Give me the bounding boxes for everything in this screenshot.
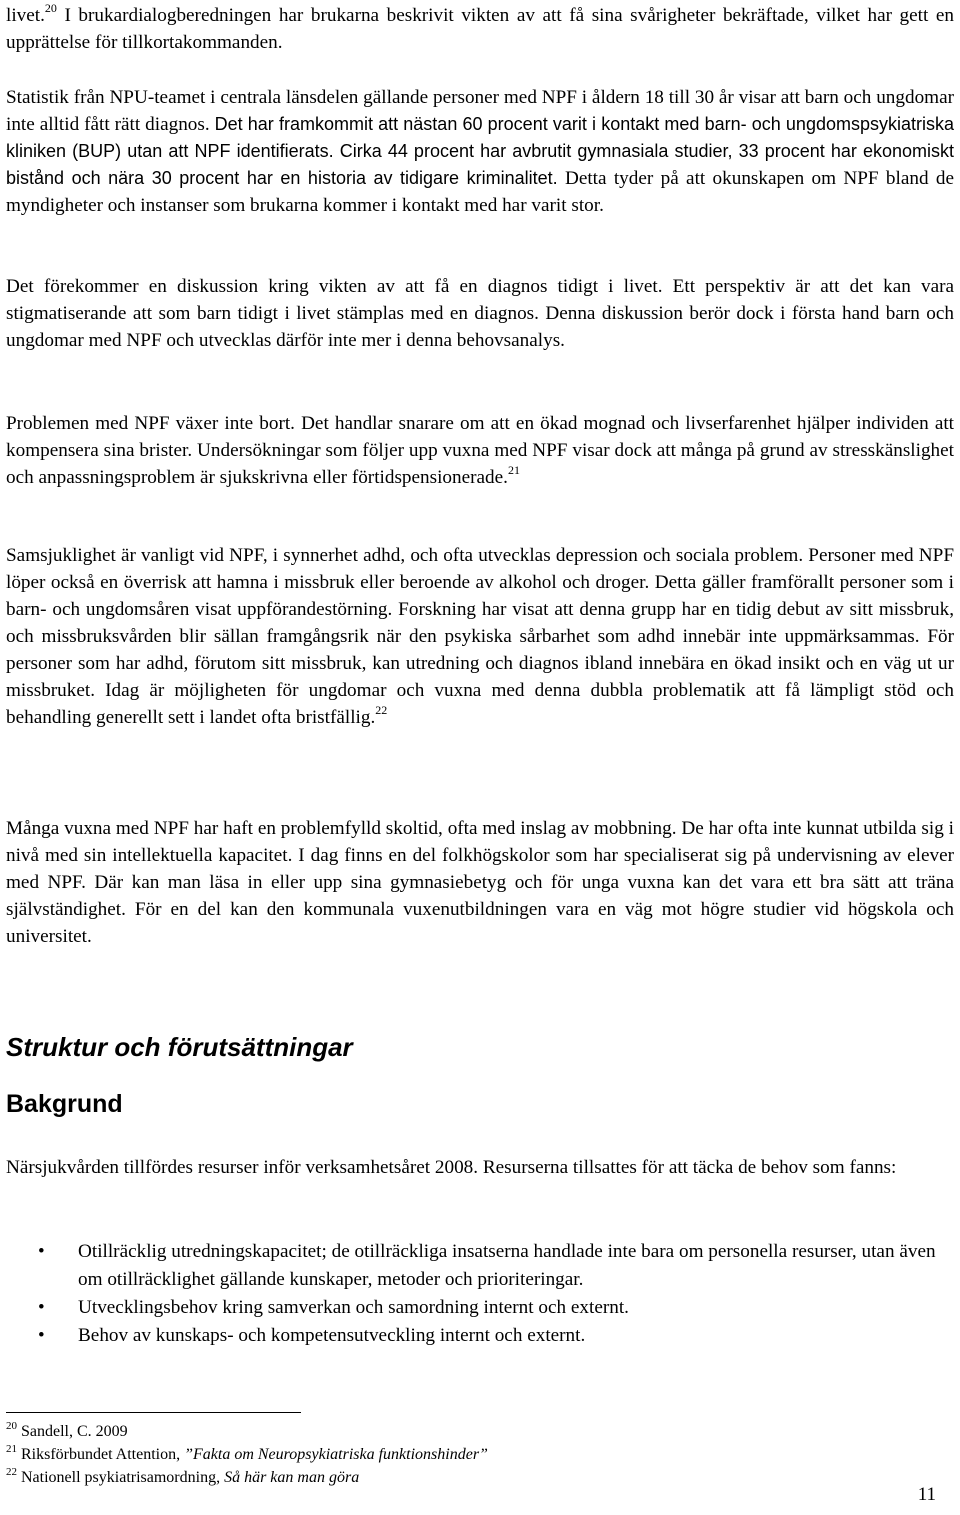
list-item-text: Utvecklingsbehov kring samverkan och samordning internt och externt. <box>78 1297 629 1318</box>
list-item <box>0 1238 956 1294</box>
paragraph-text: Detta tyder på att okunskapen om NPF bland de myndigheter och instanser som brukarna kommer i kontakt med har varit stor. <box>6 168 954 216</box>
paragraph-background: Närsjukvården tillfördes resurser inför verksamhetsåret 2008. Resurserna tillsattes för att täcka de behov som fanns: <box>6 1157 897 1178</box>
paragraph-text: Problemen med NPF växer inte bort. Det handlar snarare om att en ökad mognad och livserfarenhet hjälper individen att kompensera sina brister. Undersökningar som följer upp vuxna med NPF visar dock att många på grund av stresskänslighet och anpassningsproblem är sjukskrivna eller förtidspensionerade. <box>6 413 954 488</box>
subsection-heading: Bakgrund <box>6 1090 123 1118</box>
page-number: 11 <box>917 1484 936 1505</box>
bullet-icon: • <box>38 1241 45 1262</box>
footnote-number: 20 <box>6 1419 17 1432</box>
paragraph-text: Statistik från NPU-teamet i centrala länsdelen gällande personer med NPF i åldern 18 till 30 år visar att barn och ungdomar inte alltid fått rätt diagnos. <box>6 87 954 135</box>
footnote-number: 21 <box>6 1442 17 1455</box>
footnote-ref: 20 <box>44 0 57 15</box>
paragraph-text: I brukardialogberedningen har brukarna beskrivit vikten av att få sina svårigheter bekräftade, vilket har gett en upprättelse för tillkortakommanden. <box>6 5 954 53</box>
paragraph-text: livet. <box>6 5 45 26</box>
footnote-italic-text: Så här kan man göra <box>224 1469 360 1486</box>
paragraph-schooling: Många vuxna med NPF har haft en problemfylld skoltid, ofta med inslag av mobbning. De har ofta inte kunnat utbilda sig i nivå med sin intellektuella kapacitet. I dag finns en del folkhögskolor som har specialiserat sig på undervisning av elever med NPF. Där kan man läsa in eller upp sina gymnasiebetyg och för unga vuxna kan det vara ett bra sätt att träna självständighet. För en del kan den kommunala vuxenutbildningen vara en väg mot högre studier vid högskola och universitet. <box>6 818 954 947</box>
footnote-number: 22 <box>6 1465 17 1478</box>
paragraph-text-sans: Det har framkommit att nästan 60 procent varit i kontakt med barn- och ungdomspsykiatriska kliniken (BUP) utan att NPF identifierats. Cirka 44 procent har avbrutit gymnasiala studier, 33 procent har ekonomiskt bistånd och nära 30 procent har en historia av tidigare kriminalitet. <box>6 114 954 188</box>
paragraph-text: Samsjuklighet är vanligt vid NPF, i synnerhet adhd, och ofta utvecklas depression och sociala problem. Personer med NPF löper också en överrisk att hamna i missbruk eller beroende av alkohol och droger. Detta gäller framförallt personer som i barn- och ungdomsåren visat uppförandestörning. Forskning har visat att denna grupp har en tidig debut av sitt missbruk, och missbruksvården blir sällan framgångsrik när den psykiska sårbarhet som adhd innebär inte uppmärksammas. För personer som har adhd, förutom sitt missbruk, kan utredning och diagnos ibland innebära en ökad insikt och en väg ut ur missbruket. Idag är möjligheten för ungdomar och vuxna med denna dubbla problematik att få lämpligt stöd och behandling generellt sett i landet ofta bristfällig. <box>6 545 954 728</box>
bullet-icon: • <box>38 1325 45 1346</box>
footnote-text: Riksförbundet Attention, <box>21 1446 185 1463</box>
paragraph-statistics <box>6 84 954 219</box>
paragraph-intro <box>6 2 954 56</box>
footnote-divider <box>6 1412 301 1413</box>
list-item-text: Behov av kunskaps- och kompetensutveckling internt och externt. <box>78 1325 586 1346</box>
list-item-text: Otillräcklig utredningskapacitet; de otillräckliga insatserna handlade inte bara om personella resurser, utan även om otillräcklighet gällande kunskaper, metoder och prioriteringar. <box>78 1241 936 1290</box>
section-heading: Struktur och förutsättningar <box>6 1032 353 1062</box>
paragraph-problems <box>6 410 954 491</box>
list-item <box>0 1294 956 1322</box>
footnote <box>6 1442 488 1465</box>
footnote <box>6 1419 128 1442</box>
footnote-ref: 21 <box>507 462 520 477</box>
paragraph-comorbidity <box>6 542 954 731</box>
paragraph-diagnosis-discussion: Det förekommer en diskussion kring vikten av att få en diagnos tidigt i livet. Ett perspektiv är att det kan vara stigmatiserande att som barn tidigt i livet stämplas med en diagnos. Denna diskussion berör dock i första hand barn och ungdomar med NPF och utvecklas därför inte mer i denna behovsanalys. <box>6 276 954 351</box>
footnote-text: Sandell, C. 2009 <box>21 1423 128 1440</box>
footnote-italic-text: ”Fakta om Neuropsykiatriska funktionshinder” <box>184 1446 488 1463</box>
list-item <box>0 1322 956 1350</box>
bullet-list <box>0 1238 960 1350</box>
footnote <box>6 1465 360 1488</box>
bullet-icon: • <box>38 1297 45 1318</box>
footnote-text: Nationell psykiatrisamordning, <box>21 1469 225 1486</box>
footnote-ref: 22 <box>375 702 388 717</box>
